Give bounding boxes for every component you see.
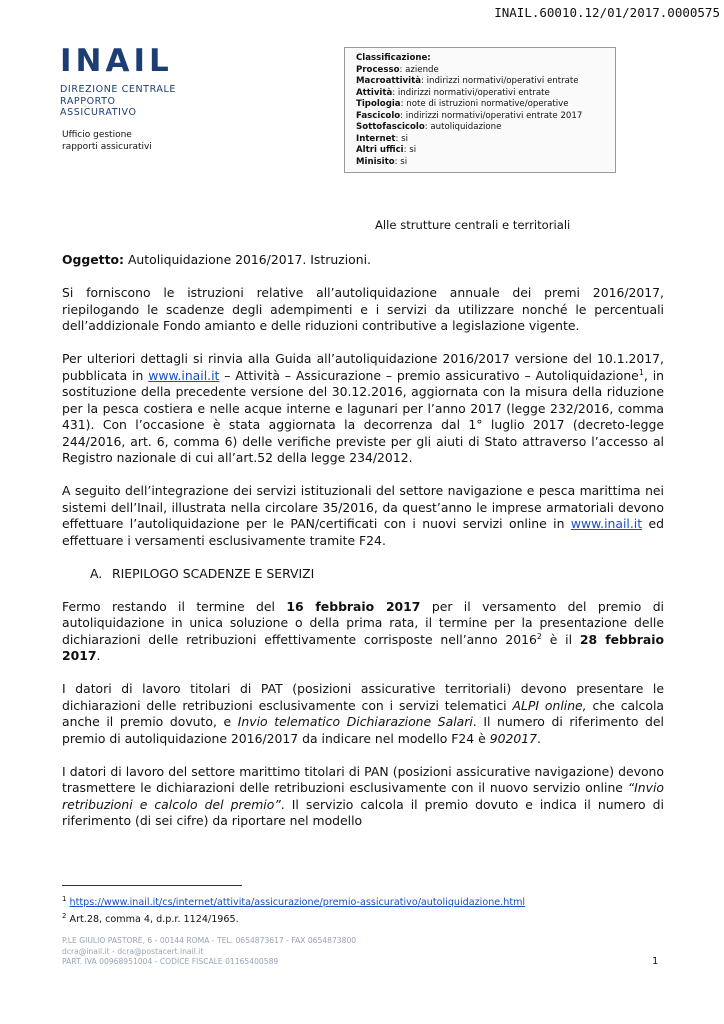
- classification-row: [356, 157, 607, 169]
- classification-row: [356, 76, 607, 88]
- classification-value: : autoliquidazione: [424, 122, 502, 132]
- paragraph-text: . Il servizio calcola il premio dovuto e indica il numero di riferimento (di sei cifre) da riportare nel modello: [62, 796, 664, 828]
- footnotes: [62, 893, 525, 926]
- footnote-link[interactable]: https://www.inail.it/cs/internet/attivita/assicurazione/premio-assicurativo/autoliquidazione.html: [69, 897, 526, 909]
- paragraph-text: .: [96, 648, 101, 663]
- classification-value: : aziende: [399, 64, 439, 75]
- deadline-date: 16 febbraio 2017: [286, 598, 421, 614]
- classification-key: Classificazione:: [356, 53, 431, 63]
- classification-value: : indirizzi normativi/operativi entrate: [392, 87, 550, 98]
- protocol-number: INAIL.60010.12/01/2017.0000575: [494, 5, 720, 20]
- paragraph: Si forniscono le istruzioni relative all’autoliquidazione annuale dei premi 2016/2017, riepilogando le scadenze degli adempimenti e i servizi da utilizzare nonché le percentuali dell’addizionale Fondo amianto e delle riduzioni contributive a legislazione vigente.: [62, 285, 664, 333]
- classification-value: : indirizzi normativi/operativi entrate 2017: [400, 110, 583, 121]
- deadline-date: 28 febbraio 2017: [62, 631, 665, 663]
- paragraph-text: – Attività – Assicurazione – premio assicurativo – Autoliquidazione: [219, 367, 639, 383]
- logo-department-line: RAPPORTO: [60, 95, 116, 107]
- paragraph: [62, 351, 664, 467]
- footnote-ref: 1: [638, 367, 644, 377]
- paragraph-text: ed effettuare i versamenti esclusivamente tramite F24.: [62, 516, 664, 548]
- footnote-ref: 2: [536, 631, 542, 641]
- address-line: PART. IVA 00968951004 - CODICE FISCALE 01165400589: [62, 957, 279, 966]
- classification-box: [344, 47, 616, 173]
- inail-link[interactable]: www.inail.it: [148, 367, 220, 383]
- section-letter: A.: [90, 565, 103, 581]
- classification-key: Altri uffici: [356, 145, 404, 155]
- address-line: dcra@inail.it - dcra@postacert.inail.it: [62, 946, 204, 956]
- paragraph: [62, 599, 664, 665]
- paragraph-text: per il versamento del premio di autoliquidazione in unica soluzione o della prima rata, il termine per la presentazione delle dichiarazioni delle retribuzioni effettivamente corrisposte nell’anno 2016: [62, 598, 665, 647]
- classification-value: : indirizzi normativi/operativi entrate: [421, 76, 579, 86]
- office-line: Ufficio gestione: [62, 130, 132, 140]
- classification-key: Processo: [356, 64, 400, 75]
- classification-row: [356, 122, 607, 134]
- office-name: [62, 130, 152, 153]
- paragraph-text: , in sostituzione della precedente versione del 30.12.2016, aggiornata con la misura della riduzione per la pesca costiera e nelle acque interne e lagunari per l’anno 2017 (legge 232/2016, comma 431). Con l’occasione è stata aggiornata la decorrenza dal 1° luglio 2017 (decreto-legge 244/2016, art. 6, comma 6) delle verifiche previste per gli aiuti di Stato attraverso l’accesso al Registro nazionale di cui all’art.52 della legge 234/2012.: [62, 367, 664, 465]
- classification-key: Macroattività: [356, 76, 422, 86]
- logo-department: [60, 84, 176, 119]
- page-number: 1: [652, 956, 659, 967]
- classification-key: Attività: [356, 87, 393, 98]
- logo-wordmark: INAIL: [60, 43, 173, 79]
- classification-row: [356, 111, 607, 123]
- subject-line: [62, 252, 664, 269]
- section-heading: [90, 566, 664, 583]
- footnote-text: Art.28, comma 4, d.p.r. 1124/1965.: [66, 913, 239, 925]
- paragraph-text: che calcola anche il premio dovuto, e: [62, 697, 664, 729]
- service-name: Invio telematico Dichiarazione Salari: [237, 714, 473, 729]
- classification-value: : si: [403, 145, 417, 155]
- footnote-number: 2: [62, 911, 67, 920]
- subject-label: Oggetto:: [62, 252, 124, 267]
- document-body: [62, 252, 664, 846]
- subject-text: Autoliquidazione 2016/2017. Istruzioni.: [124, 252, 371, 267]
- paragraph-text: . Il numero di riferimento del premio di autoliquidazione 2016/2017 da indicare nel modello F24 è: [62, 714, 664, 746]
- classification-key: Minisito: [356, 156, 395, 167]
- classification-key: Sottofascicolo: [356, 122, 425, 132]
- classification-row: [356, 65, 607, 77]
- footnote: [62, 893, 525, 910]
- inail-link[interactable]: www.inail.it: [570, 516, 643, 531]
- paragraph-text: Fermo restando il termine del: [62, 598, 287, 614]
- classification-row: [356, 99, 607, 111]
- paragraph-text: I datori di lavoro del settore marittimo titolari di PAN (posizioni assicurative navigazione) devono trasmettere le dichiarazioni delle retribuzioni esclusivamente con il nuovo servizio online: [62, 763, 664, 795]
- paragraph-text: .: [537, 730, 541, 746]
- classification-value: : note di istruzioni normative/operative: [400, 99, 569, 109]
- footnote-number: 1: [62, 895, 67, 903]
- classification-row: [356, 53, 607, 65]
- classification-row: [356, 134, 607, 146]
- classification-key: Fascicolo: [356, 110, 401, 121]
- reference-number: 902017: [489, 730, 537, 746]
- paragraph-text: A seguito dell’integrazione dei servizi istituzionali del settore navigazione e pesca marittima nei sistemi dell’Inail, illustrata nella circolare 35/2016, da quest’anno le imprese armatoriali devono effettuare l’autoliquidazione per le PAN/certificati con i nuovi servizi online in: [62, 483, 664, 531]
- recipient-line: Alle strutture centrali e territoriali: [375, 218, 571, 232]
- classification-value: : si: [395, 133, 409, 144]
- paragraph-text: è il: [541, 631, 580, 647]
- footnote: [62, 910, 525, 927]
- logo-department-line: ASSICURATIVO: [60, 107, 137, 118]
- paragraph: [62, 681, 664, 747]
- logo-department-line: DIREZIONE CENTRALE: [60, 84, 176, 95]
- inail-logo: [60, 43, 176, 119]
- classification-row: [356, 88, 607, 100]
- section-title: RIEPILOGO SCADENZE E SERVIZI: [112, 565, 315, 581]
- service-name: “Invio retribuzioni e calcolo del premio”: [62, 780, 664, 812]
- office-line: rapporti assicurativi: [62, 141, 152, 152]
- classification-key: Tipologia: [356, 99, 401, 109]
- footnote-separator: [62, 885, 242, 886]
- classification-key: Internet: [356, 133, 396, 144]
- paragraph: [62, 483, 664, 549]
- footer-address: [62, 936, 356, 968]
- service-name: ALPI online,: [512, 697, 587, 713]
- paragraph: [62, 764, 664, 830]
- address-line: P.LE GIULIO PASTORE, 6 - 00144 ROMA - TEL. 0654873617 - FAX 0654873800: [62, 936, 357, 945]
- paragraph-text: Per ulteriori dettagli si rinvia alla Guida all’autoliquidazione 2016/2017 versione del 10.1.2017, pubblicata in: [62, 351, 664, 383]
- classification-row: [356, 145, 607, 157]
- paragraph-text: I datori di lavoro titolari di PAT (posizioni assicurative territoriali) devono presentare le dichiarazioni delle retribuzioni esclusivamente con i servizi telematici: [62, 681, 664, 713]
- classification-value: : si: [394, 156, 408, 167]
